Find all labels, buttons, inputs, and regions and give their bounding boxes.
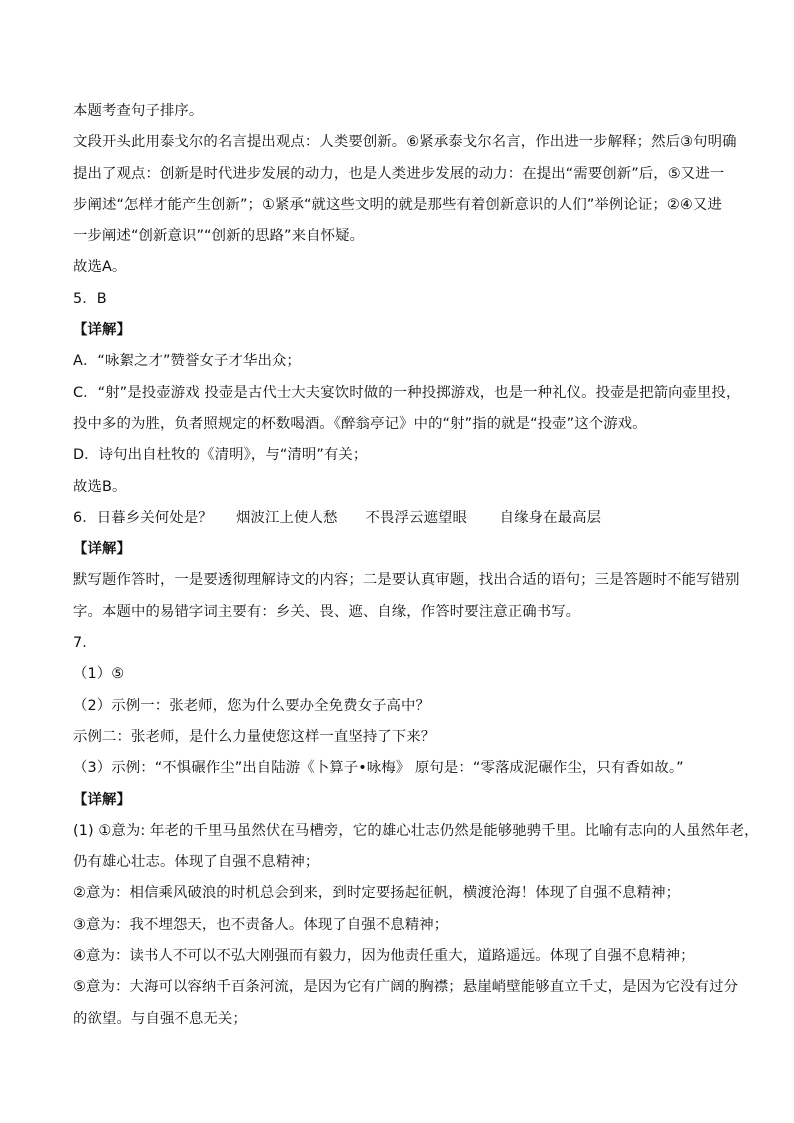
text-line: 步阐述“怎样才能产生创新”；①紧承“就这些文明的就是那些有着创新意识的人们”举例论证；②④又进 [73,196,722,213]
text-line: 本题考查句子排序。 [73,103,204,119]
text-line: ③意为：我不埋怨天，也不责备人。体现了自强不息精神； [73,916,449,933]
text-line: (1) ①意为: 年老的千里马虽然伏在马槽旁，它的雄心壮志仍然是能够驰骋千里。比喻有志向的人虽然年老， [73,822,759,839]
text-line: D．诗句出自杜牧的《清明》，与“清明”有关； [73,447,368,464]
text-line: A．“咏絮之才”赞誉女子才华出众； [73,353,301,370]
text-line: ②意为：相信乘风破浪的时机总会到来，到时定要扬起征帆，横渡沧海！体现了自强不息精神； [73,885,681,902]
text-line: 投中多的为胜，负者照规定的杯数喝酒。《醉翁亭记》中的“射”指的就是“投壶”这个游戏。 [73,415,647,432]
text-line: 文段开头此用泰戈尔的名言提出观点：人类要创新。⑥紧承泰戈尔名言，作出进一步解释；然后③句明确 [73,134,737,151]
text-line: 一步阐述“创新意识”“创新的思路”来自怀疑。 [73,228,365,245]
text-line: 默写题作答时，一是要透彻理解诗文的内容；二是要认真审题，找出合适的语句；三是答题时不能写错别 [73,572,740,589]
section-heading: 【详解】 [73,791,131,808]
text-line: 仍有雄心壮志。体现了自强不息精神； [73,854,320,871]
text-line: ⑤意为：大海可以容纳千百条河流，是因为它有广阔的胸襟；悬崖峭壁能够直立千丈，是因为它没有过分 [73,979,739,996]
section-heading: 【详解】 [73,322,131,339]
text-line: 字。本题中的易错字词主要有：乡关、畏、遮、自缘，作答时要注意正确书写。 [73,603,581,620]
text-line: 提出了观点：创新是时代进步发展的动力，也是人类进步发展的动力：在提出“需要创新”后，⑤又进一 [73,165,725,182]
section-heading: 【详解】 [73,541,131,558]
text-line: 故选B。 [73,478,127,495]
text-line: 故选A。 [73,259,127,276]
text-line: 的欲望。与自强不息无关； [73,1010,247,1027]
text-line: 示例二：张老师，是什么力量使您这样一直坚持了下来？ [73,728,436,745]
text-line: ④意为：读书人不可以不弘大刚强而有毅力，因为他责任重大，道路遥远。体现了自强不息精神； [73,948,695,965]
question-number: 7． [73,635,97,652]
text-line: （1）⑤ [73,666,125,683]
text-line: C．“射”是投壶游戏 投壶是古代士大夫宴饮时做的一种投掷游戏，也是一种礼仪。投壶是把箭向壶里投， [73,384,741,401]
question-number: 5．B [73,290,107,307]
text-line: （2）示例一：张老师，您为什么要办全免费女子高中？ [73,697,431,714]
text-line: （3）示例：“不惧碾作尘”出自陆游《卜算子•咏梅》 原句是：“零落成泥碾作尘，只有香如故。” [73,760,684,777]
question-number: 6．日暮乡关何处是？ 烟波江上使人愁 不畏浮云遮望眼 自缘身在最高层 [73,509,602,526]
